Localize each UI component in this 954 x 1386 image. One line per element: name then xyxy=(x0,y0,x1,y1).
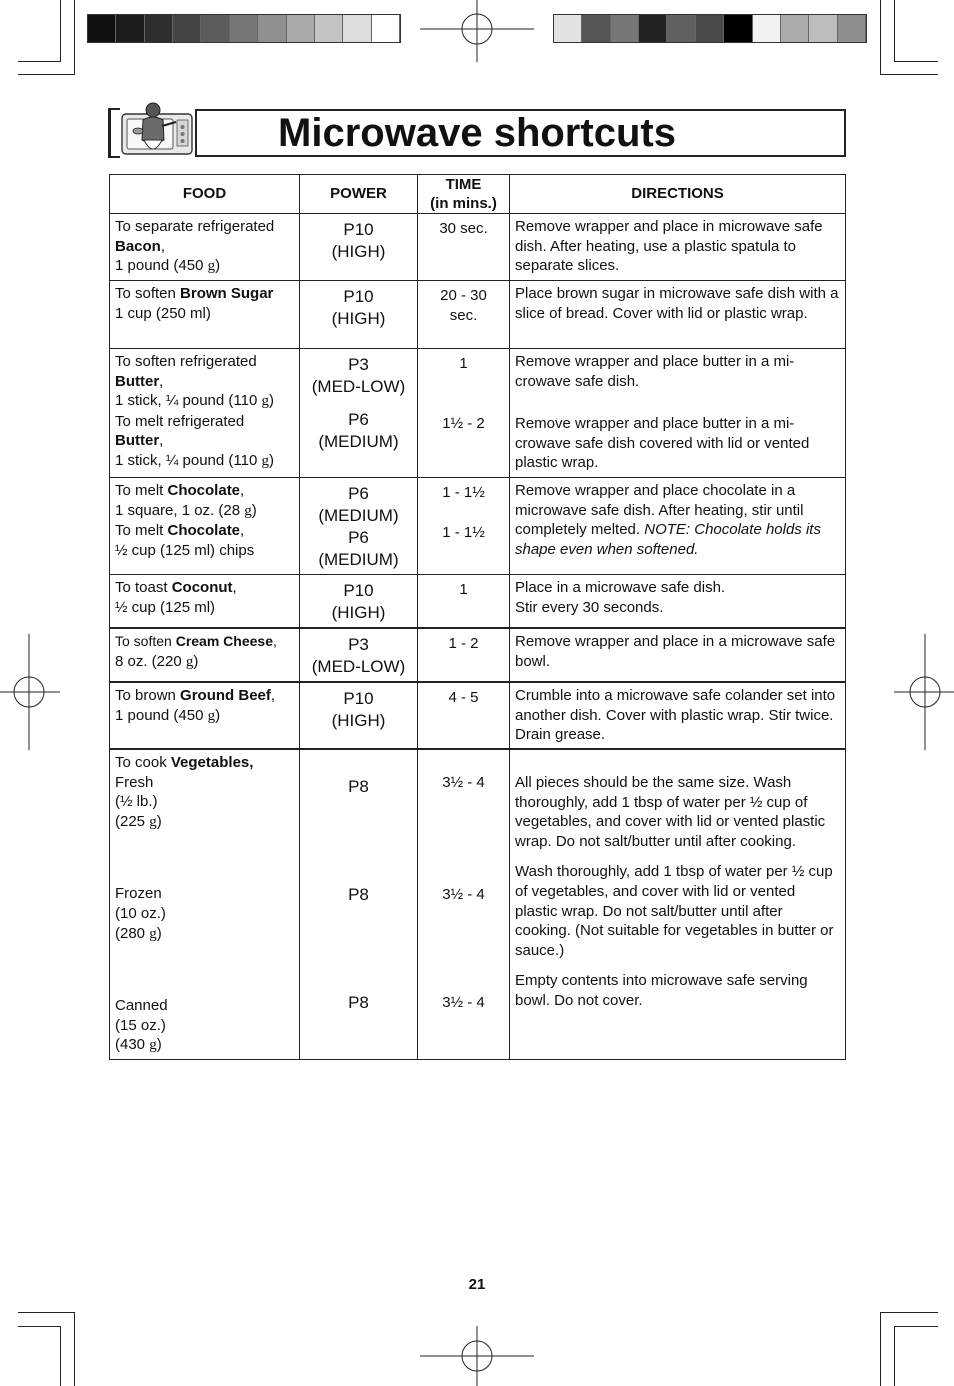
page-title: Microwave shortcuts xyxy=(278,111,676,155)
header-time-unit: (in mins.) xyxy=(430,195,497,212)
directions-cell: All pieces should be the same size. Wash thoroughly, add 1 tbsp of water per ½ cup of vegetables, and cover with lid or vented plastic wrap. Do not salt/butter until after cooking. Wash thoroughly, add 1 tbsp of water per ½ cup of vegetables, and cover with lid or vented plastic wrap. Do not salt/butter until after cooking. (Not suitable for vegetables in butter or sauce.) Empty contents into microwave safe serving bowl. Do not cover. xyxy=(510,749,846,1059)
color-swatch xyxy=(201,15,229,42)
time-cell: 1 xyxy=(418,575,510,629)
registration-target-bottom xyxy=(420,1326,534,1386)
directions-cell: Remove wrapper and place butter in a mi-crowave safe dish. Remove wrapper and place butter in a mi-crowave safe dish covered with lid or vented plastic wrap. xyxy=(510,349,846,478)
food-cell: To separate refrigerated Bacon, 1 pound (450 g) xyxy=(110,214,300,281)
color-swatch xyxy=(315,15,343,42)
color-swatch xyxy=(116,15,144,42)
power-cell: P3 (MED-LOW) P6 (MEDIUM) xyxy=(300,349,418,478)
color-swatch xyxy=(809,15,837,42)
color-swatch xyxy=(372,15,400,42)
directions-cell: Remove wrapper and place in microwave safe dish. After heating, use a plastic spatula to separate slices. xyxy=(510,214,846,281)
power-cell: P8 P8 P8 xyxy=(300,749,418,1059)
header-food: FOOD xyxy=(110,175,300,214)
directions-cell: Place in a microwave safe dish. Stir every 30 seconds. xyxy=(510,575,846,629)
table-row-brown-sugar xyxy=(110,281,846,349)
power-cell: P3 (MED-LOW) xyxy=(300,628,418,682)
power-cell: P10 (HIGH) xyxy=(300,575,418,629)
food-cell: To cook Vegetables, Fresh (½ lb.) (225 g) Frozen (10 oz.) (280 g) Canned (15 oz.) (430 g) xyxy=(110,749,300,1059)
registration-target-right xyxy=(894,634,954,750)
page-number: 21 xyxy=(468,1276,486,1293)
food-cell: To brown Ground Beef, 1 pound (450 g) xyxy=(110,682,300,749)
chef-microwave-icon xyxy=(118,100,196,162)
time-cell: 20 - 30 sec. xyxy=(418,281,510,349)
time-cell: 4 - 5 xyxy=(418,682,510,749)
color-swatch xyxy=(230,15,258,42)
food-cell: To soften Brown Sugar 1 cup (250 ml) xyxy=(110,281,300,349)
color-swatch xyxy=(145,15,173,42)
shortcuts-table xyxy=(109,174,846,1060)
color-swatch xyxy=(343,15,371,42)
time-cell: 1 1½ - 2 xyxy=(418,349,510,478)
color-swatch xyxy=(838,15,866,42)
color-swatch xyxy=(696,15,724,42)
header-time xyxy=(418,175,510,214)
color-swatch xyxy=(88,15,116,42)
color-swatch xyxy=(173,15,201,42)
color-swatch xyxy=(753,15,781,42)
power-cell: P10 (HIGH) xyxy=(300,214,418,281)
color-swatch xyxy=(582,15,610,42)
table-row-bacon xyxy=(110,214,846,281)
power-cell: P6 (MEDIUM) P6 (MEDIUM) xyxy=(300,478,418,575)
color-calibration-bar-right xyxy=(553,14,867,43)
color-calibration-bar-left xyxy=(87,14,401,43)
directions-cell: Place brown sugar in microwave safe dish with a slice of bread. Cover with lid or plastic wrap. xyxy=(510,281,846,349)
food-cell: To toast Coconut, ½ cup (125 ml) xyxy=(110,575,300,629)
table-row-vegetables xyxy=(110,749,846,1059)
food-cell: To soften refrigerated Butter, 1 stick, ¼ pound (110 g) To melt refrigerated Butter, 1 stick, ¼ pound (110 g) xyxy=(110,349,300,478)
color-swatch xyxy=(554,15,582,42)
registration-target-top xyxy=(420,0,534,62)
color-swatch xyxy=(781,15,809,42)
color-swatch xyxy=(287,15,315,42)
directions-cell: Crumble into a microwave safe colander set into another dish. Cover with plastic wrap. Stir twice. Drain grease. xyxy=(510,682,846,749)
directions-cell: Remove wrapper and place in a microwave safe bowl. xyxy=(510,628,846,682)
table-row-coconut xyxy=(110,575,846,629)
header-time-label: TIME xyxy=(445,176,482,193)
table-row-ground-beef xyxy=(110,682,846,749)
food-cell: To soften Cream Cheese, 8 oz. (220 g) xyxy=(110,628,300,682)
table-header-row xyxy=(110,175,846,214)
table-row-butter xyxy=(110,349,846,478)
time-cell: 3½ - 4 3½ - 4 3½ - 4 xyxy=(418,749,510,1059)
time-cell: 30 sec. xyxy=(418,214,510,281)
table-row-chocolate xyxy=(110,478,846,575)
food-cell: To melt Chocolate, 1 square, 1 oz. (28 g) To melt Chocolate, ½ cup (125 ml) chips xyxy=(110,478,300,575)
directions-cell: Remove wrapper and place chocolate in a microwave safe dish. After heating, stir until completely melted. NOTE: Chocolate holds its shape even when softened. xyxy=(510,478,846,575)
color-swatch xyxy=(639,15,667,42)
color-swatch xyxy=(724,15,752,42)
color-swatch xyxy=(258,15,286,42)
color-swatch xyxy=(667,15,695,42)
power-cell: P10 (HIGH) xyxy=(300,682,418,749)
table-row-cream-cheese xyxy=(110,628,846,682)
time-cell: 1 - 2 xyxy=(418,628,510,682)
registration-target-left xyxy=(0,634,60,750)
time-cell: 1 - 1½ 1 - 1½ xyxy=(418,478,510,575)
color-swatch xyxy=(611,15,639,42)
header-directions: DIRECTIONS xyxy=(510,175,846,214)
header-power: POWER xyxy=(300,175,418,214)
power-cell: P10 (HIGH) xyxy=(300,281,418,349)
